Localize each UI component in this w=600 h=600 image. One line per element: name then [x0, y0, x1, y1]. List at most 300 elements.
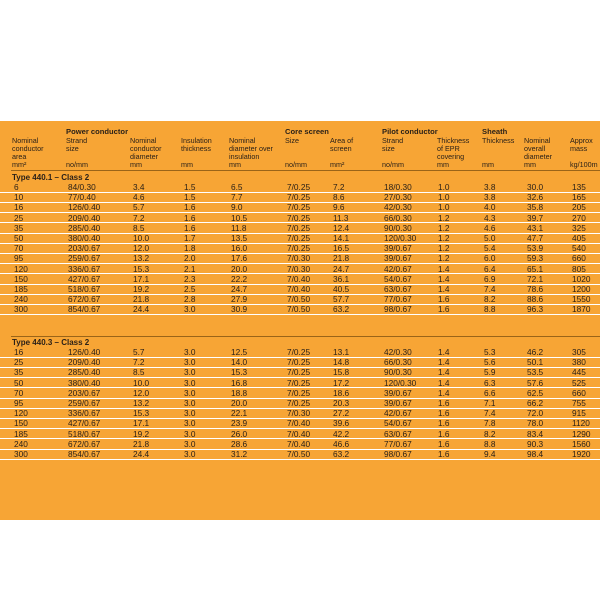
cell-area: 70 [14, 387, 24, 398]
table-row [0, 254, 600, 264]
cell-strand-size: 427/0.67 [68, 418, 101, 429]
cell-strand-size: 209/0.40 [68, 212, 101, 223]
cell-pilot-strand: 63/0.67 [384, 284, 412, 294]
cell-insulation: 3.0 [184, 367, 196, 378]
header-nominal-diameter: Nominal conductor diameter [130, 136, 162, 161]
cell-overall-diameter: 35.8 [527, 202, 544, 213]
cell-screen-size: 7/0.25 [287, 347, 311, 357]
header-strand-size: Strand size [66, 136, 88, 153]
cell-mass: 1290 [572, 428, 591, 439]
cell-area: 35 [14, 222, 24, 233]
cell-pilot-strand: 54/0.67 [384, 273, 412, 284]
cell-epr-thickness: 1.6 [438, 408, 450, 419]
cell-epr-thickness: 1.0 [438, 182, 450, 192]
cell-insulation: 3.0 [184, 438, 196, 449]
cell-epr-thickness: 1.6 [438, 428, 450, 439]
cell-mass: 660 [572, 253, 586, 264]
cell-diameter-over-insulation: 6.5 [231, 182, 243, 192]
cell-pilot-strand: 42/0.67 [384, 263, 412, 274]
cell-pilot-strand: 77/0.67 [384, 438, 412, 449]
cell-nominal-diameter: 8.5 [133, 222, 145, 233]
cell-nominal-diameter: 15.3 [133, 408, 150, 419]
cell-strand-size: 84/0.30 [68, 182, 96, 192]
cell-diameter-over-insulation: 7.7 [231, 192, 243, 203]
cell-area: 240 [14, 294, 28, 305]
cell-area: 240 [14, 438, 28, 449]
cell-sheath-thickness: 8.8 [484, 304, 496, 315]
cell-overall-diameter: 90.3 [527, 438, 544, 449]
cell-epr-thickness: 1.4 [438, 263, 450, 274]
cell-insulation: 3.0 [184, 377, 196, 388]
cell-epr-thickness: 1.6 [438, 294, 450, 305]
cell-nominal-diameter: 4.6 [133, 192, 145, 203]
cell-screen-area: 40.5 [333, 284, 350, 294]
cell-screen-area: 14.8 [333, 357, 350, 368]
cell-sheath-thickness: 8.2 [484, 428, 496, 439]
header-overall-diameter: Nominal overall diameter [524, 136, 552, 161]
cell-epr-thickness: 1.6 [438, 418, 450, 429]
cell-screen-size: 7/0.25 [287, 398, 311, 408]
cell-screen-size: 7/0.25 [287, 182, 311, 192]
cell-sheath-thickness: 3.8 [484, 192, 496, 203]
cell-insulation: 3.0 [184, 428, 196, 439]
cell-nominal-diameter: 3.4 [133, 182, 145, 192]
header-approx-mass: Approx mass [570, 136, 593, 153]
cell-diameter-over-insulation: 22.2 [231, 273, 248, 284]
cell-strand-size: 285/0.40 [68, 367, 101, 378]
table-row [0, 305, 600, 315]
cell-sheath-thickness: 5.4 [484, 243, 496, 254]
cell-epr-thickness: 1.4 [438, 284, 450, 294]
cell-epr-thickness: 1.2 [438, 233, 450, 243]
header-epr-thickness: Thickness of EPR covering [437, 136, 470, 161]
cell-nominal-diameter: 24.4 [133, 449, 150, 459]
cell-screen-area: 17.2 [333, 377, 350, 388]
cell-screen-size: 7/0.25 [287, 192, 311, 203]
cell-pilot-strand: 39/0.67 [384, 398, 412, 408]
cell-area: 16 [14, 202, 24, 213]
cell-insulation: 2.8 [184, 294, 196, 305]
cell-overall-diameter: 96.3 [527, 304, 544, 315]
cell-nominal-diameter: 21.8 [133, 294, 150, 305]
cell-screen-area: 11.3 [333, 212, 349, 223]
cell-screen-area: 42.2 [333, 428, 350, 439]
cell-screen-area: 21.8 [333, 253, 350, 264]
cell-screen-size: 7/0.25 [287, 357, 311, 368]
cell-epr-thickness: 1.0 [438, 202, 450, 213]
cell-strand-size: 126/0.40 [68, 202, 101, 213]
cell-overall-diameter: 47.7 [527, 233, 544, 243]
cell-screen-size: 7/0.30 [287, 263, 311, 274]
group-pilot-conductor: Pilot conductor [382, 127, 438, 136]
cell-overall-diameter: 88.6 [527, 294, 544, 305]
cell-sheath-thickness: 4.6 [484, 222, 496, 233]
cell-strand-size: 854/0.67 [68, 449, 101, 459]
cell-area: 16 [14, 347, 24, 357]
cell-sheath-thickness: 5.9 [484, 367, 496, 378]
cell-sheath-thickness: 5.6 [484, 357, 496, 368]
cell-overall-diameter: 65.1 [527, 263, 544, 274]
cell-pilot-strand: 63/0.67 [384, 428, 412, 439]
cell-sheath-thickness: 6.4 [484, 263, 496, 274]
cell-screen-area: 39.6 [333, 418, 350, 429]
cell-mass: 305 [572, 347, 586, 357]
cell-insulation: 1.5 [184, 192, 196, 203]
cell-area: 150 [14, 418, 28, 429]
cell-insulation: 2.0 [184, 253, 196, 264]
cell-pilot-strand: 27/0.30 [384, 192, 412, 203]
cell-area: 95 [14, 398, 24, 408]
cell-nominal-diameter: 21.8 [133, 438, 150, 449]
cell-overall-diameter: 30.0 [527, 182, 544, 192]
cell-mass: 165 [572, 192, 586, 203]
unit-overall: mm [524, 160, 536, 169]
cell-strand-size: 672/0.67 [68, 294, 101, 305]
cell-screen-area: 9.6 [333, 202, 345, 213]
cell-insulation: 2.3 [184, 273, 196, 284]
cell-epr-thickness: 1.0 [438, 192, 450, 203]
cell-pilot-strand: 120/0.30 [384, 377, 417, 388]
cell-nominal-diameter: 13.2 [133, 253, 150, 264]
cell-strand-size: 854/0.67 [68, 304, 101, 315]
cell-insulation: 1.8 [184, 243, 196, 254]
cell-overall-diameter: 72.0 [527, 408, 544, 419]
cell-sheath-thickness: 6.0 [484, 253, 496, 264]
cell-nominal-diameter: 12.0 [133, 387, 150, 398]
cell-strand-size: 126/0.40 [68, 347, 101, 357]
cell-screen-size: 7/0.25 [287, 387, 311, 398]
cell-sheath-thickness: 6.9 [484, 273, 496, 284]
table-row [0, 203, 600, 213]
cell-screen-size: 7/0.50 [287, 294, 311, 305]
cell-mass: 1560 [572, 438, 591, 449]
cell-epr-thickness: 1.2 [438, 222, 450, 233]
cell-sheath-thickness: 7.4 [484, 284, 496, 294]
cell-overall-diameter: 50.1 [527, 357, 544, 368]
cell-screen-area: 46.6 [333, 438, 350, 449]
cell-area: 185 [14, 284, 28, 294]
cell-overall-diameter: 66.2 [527, 398, 544, 408]
cell-nominal-diameter: 7.2 [133, 212, 145, 223]
cell-pilot-strand: 98/0.67 [384, 449, 412, 459]
cell-nominal-diameter: 19.2 [133, 428, 150, 439]
cell-screen-size: 7/0.25 [287, 367, 311, 378]
cell-overall-diameter: 32.6 [527, 192, 544, 203]
cell-diameter-over-insulation: 11.8 [231, 222, 247, 233]
cell-strand-size: 285/0.40 [68, 222, 101, 233]
cell-epr-thickness: 1.6 [438, 304, 450, 315]
cell-overall-diameter: 72.1 [527, 273, 544, 284]
header-diameter-over-insulation: Nominal diameter over insulation [229, 136, 273, 161]
cell-area: 120 [14, 263, 28, 274]
cable-spec-table [0, 121, 600, 520]
cell-diameter-over-insulation: 14.0 [231, 357, 248, 368]
cell-nominal-diameter: 5.7 [133, 202, 145, 213]
cell-pilot-strand: 98/0.67 [384, 304, 412, 315]
table-row [0, 430, 600, 440]
cell-epr-thickness: 1.6 [438, 449, 450, 459]
cell-diameter-over-insulation: 15.3 [231, 367, 248, 378]
unit-core-screen-size: no/mm [285, 160, 307, 169]
unit-pilot: no/mm [382, 160, 404, 169]
table-row [0, 214, 600, 224]
cell-nominal-diameter: 13.2 [133, 398, 150, 408]
cell-mass: 325 [572, 222, 586, 233]
cell-nominal-diameter: 24.4 [133, 304, 150, 315]
cell-strand-size: 518/0.67 [68, 428, 101, 439]
cell-nominal-diameter: 12.0 [133, 243, 150, 254]
cell-overall-diameter: 62.5 [527, 387, 544, 398]
cell-pilot-strand: 90/0.30 [384, 222, 412, 233]
cell-sheath-thickness: 3.8 [484, 182, 496, 192]
cell-pilot-strand: 39/0.67 [384, 253, 412, 264]
cell-screen-size: 7/0.25 [287, 222, 311, 233]
cell-strand-size: 672/0.67 [68, 438, 101, 449]
cell-diameter-over-insulation: 24.7 [231, 284, 248, 294]
cell-overall-diameter: 43.1 [527, 222, 544, 233]
cell-nominal-diameter: 10.0 [133, 233, 150, 243]
cell-screen-area: 12.4 [333, 222, 350, 233]
cell-mass: 445 [572, 367, 586, 378]
cell-epr-thickness: 1.6 [438, 398, 450, 408]
cell-screen-size: 7/0.25 [287, 202, 311, 213]
cell-screen-size: 7/0.30 [287, 253, 311, 264]
cell-pilot-strand: 39/0.67 [384, 243, 412, 254]
cell-screen-area: 57.7 [333, 294, 350, 305]
cell-overall-diameter: 53.9 [527, 243, 544, 254]
cell-screen-area: 13.1 [333, 347, 350, 357]
unit-diameter-over: mm [229, 160, 241, 169]
cell-screen-area: 7.2 [333, 182, 345, 192]
cell-sheath-thickness: 7.1 [484, 398, 496, 408]
cell-screen-area: 20.3 [333, 398, 350, 408]
unit-diameter: mm [130, 160, 142, 169]
cell-area: 35 [14, 367, 24, 378]
cell-mass: 405 [572, 233, 586, 243]
cell-screen-area: 8.6 [333, 192, 345, 203]
cell-screen-size: 7/0.25 [287, 212, 311, 223]
cell-insulation: 3.0 [184, 347, 196, 357]
cell-strand-size: 203/0.67 [68, 387, 101, 398]
cell-sheath-thickness: 5.3 [484, 347, 496, 357]
cell-mass: 1120 [572, 418, 590, 429]
cell-epr-thickness: 1.6 [438, 438, 450, 449]
cell-diameter-over-insulation: 16.0 [231, 243, 248, 254]
cell-mass: 755 [572, 398, 586, 408]
cell-epr-thickness: 1.4 [438, 347, 450, 357]
cell-overall-diameter: 78.0 [527, 418, 544, 429]
cell-diameter-over-insulation: 30.9 [231, 304, 248, 315]
cell-strand-size: 259/0.67 [68, 398, 101, 408]
cell-area: 120 [14, 408, 28, 419]
cell-screen-size: 7/0.40 [287, 418, 311, 429]
group-sheath: Sheath [482, 127, 508, 136]
cell-epr-thickness: 1.4 [438, 367, 450, 378]
cell-epr-thickness: 1.4 [438, 273, 450, 284]
cell-insulation: 3.0 [184, 357, 196, 368]
cell-nominal-diameter: 8.5 [133, 367, 145, 378]
table-row [0, 368, 600, 378]
cell-insulation: 1.7 [184, 233, 196, 243]
cell-area: 300 [14, 304, 28, 315]
group-power-conductor: Power conductor [66, 127, 129, 136]
header-sheath-thickness: Thickness [482, 136, 515, 145]
cell-mass: 915 [572, 408, 586, 419]
cell-strand-size: 77/0.40 [68, 192, 96, 203]
cell-screen-area: 27.2 [333, 408, 350, 419]
cell-insulation: 1.6 [184, 222, 196, 233]
cell-insulation: 2.5 [184, 284, 196, 294]
section-rule [11, 336, 600, 337]
section-title-440-3: Type 440.3 – Class 2 [12, 338, 90, 347]
cell-area: 150 [14, 273, 28, 284]
cell-nominal-diameter: 10.0 [133, 377, 150, 388]
unit-strand: no/mm [66, 160, 88, 169]
unit-insulation: mm [181, 160, 193, 169]
cell-strand-size: 336/0.67 [68, 263, 101, 274]
cell-insulation: 3.0 [184, 398, 196, 408]
cell-area: 25 [14, 212, 24, 223]
header-pilot-strand-size: Strand size [382, 136, 404, 153]
cell-screen-area: 63.2 [333, 449, 350, 459]
cell-nominal-diameter: 5.7 [133, 347, 145, 357]
cell-mass: 1200 [572, 284, 591, 294]
cell-strand-size: 518/0.67 [68, 284, 101, 294]
cell-insulation: 3.0 [184, 408, 196, 419]
table-row [0, 419, 600, 429]
cell-screen-area: 16.5 [333, 243, 350, 254]
cell-diameter-over-insulation: 18.8 [231, 387, 248, 398]
cell-overall-diameter: 39.7 [527, 212, 544, 223]
table-row [0, 450, 600, 460]
cell-pilot-strand: 120/0.30 [384, 233, 417, 243]
cell-screen-area: 63.2 [333, 304, 350, 315]
table-row [0, 379, 600, 389]
cell-insulation: 1.6 [184, 202, 196, 213]
header-area-of-screen: Area of screen [330, 136, 354, 153]
cell-sheath-thickness: 8.8 [484, 438, 496, 449]
cell-sheath-thickness: 4.3 [484, 212, 496, 223]
cell-mass: 1020 [572, 273, 591, 284]
cell-nominal-diameter: 7.2 [133, 357, 145, 368]
cell-strand-size: 209/0.40 [68, 357, 101, 368]
cell-pilot-strand: 90/0.30 [384, 367, 412, 378]
cell-screen-size: 7/0.25 [287, 243, 311, 254]
cell-diameter-over-insulation: 26.0 [231, 428, 248, 439]
cell-diameter-over-insulation: 17.6 [231, 253, 248, 264]
cell-overall-diameter: 46.2 [527, 347, 544, 357]
cell-strand-size: 380/0.40 [68, 233, 101, 243]
cell-pilot-strand: 42/0.30 [384, 347, 412, 357]
header-core-screen-size: Size [285, 136, 299, 145]
cell-screen-area: 15.8 [333, 367, 350, 378]
cell-diameter-over-insulation: 20.0 [231, 398, 248, 408]
cell-mass: 1920 [572, 449, 591, 459]
cell-screen-area: 18.6 [333, 387, 350, 398]
cell-area: 185 [14, 428, 28, 439]
cell-insulation: 1.6 [184, 212, 196, 223]
cell-screen-size: 7/0.40 [287, 284, 311, 294]
cell-mass: 525 [572, 377, 586, 388]
cell-insulation: 3.0 [184, 418, 196, 429]
cell-area: 50 [14, 377, 24, 388]
cell-sheath-thickness: 5.0 [484, 233, 496, 243]
cell-diameter-over-insulation: 28.6 [231, 438, 248, 449]
cell-diameter-over-insulation: 12.5 [231, 347, 248, 357]
cell-mass: 270 [572, 212, 586, 223]
cell-nominal-diameter: 17.1 [133, 273, 150, 284]
cell-strand-size: 380/0.40 [68, 377, 101, 388]
cell-mass: 805 [572, 263, 586, 274]
header-insulation: Insulation thickness [181, 136, 212, 153]
cell-screen-size: 7/0.30 [287, 408, 311, 419]
cell-screen-area: 36.1 [333, 273, 350, 284]
cell-area: 70 [14, 243, 24, 254]
cell-overall-diameter: 57.6 [527, 377, 544, 388]
header-nominal-area: Nominal conductor area mm² [12, 136, 44, 169]
cell-insulation: 3.0 [184, 304, 196, 315]
cell-screen-area: 14.1 [333, 233, 350, 243]
cell-epr-thickness: 1.2 [438, 253, 450, 264]
cell-strand-size: 259/0.67 [68, 253, 101, 264]
cell-strand-size: 427/0.67 [68, 273, 101, 284]
unit-screen-area: mm² [330, 160, 345, 169]
cell-mass: 135 [572, 182, 586, 192]
cell-pilot-strand: 54/0.67 [384, 418, 412, 429]
cell-epr-thickness: 1.4 [438, 387, 450, 398]
cell-overall-diameter: 83.4 [527, 428, 544, 439]
cell-screen-size: 7/0.25 [287, 233, 311, 243]
cell-area: 50 [14, 233, 24, 243]
cell-strand-size: 336/0.67 [68, 408, 101, 419]
cell-diameter-over-insulation: 9.0 [231, 202, 243, 213]
cell-screen-size: 7/0.50 [287, 304, 311, 315]
cell-overall-diameter: 59.3 [527, 253, 544, 264]
cell-mass: 380 [572, 357, 586, 368]
cell-mass: 1870 [572, 304, 591, 315]
cell-sheath-thickness: 6.6 [484, 387, 496, 398]
cell-screen-size: 7/0.40 [287, 273, 311, 284]
cell-epr-thickness: 1.2 [438, 243, 450, 254]
cell-overall-diameter: 53.5 [527, 367, 544, 378]
section-title-440-1: Type 440.1 – Class 2 [12, 173, 90, 182]
cell-diameter-over-insulation: 10.5 [231, 212, 248, 223]
cell-insulation: 3.0 [184, 449, 196, 459]
cell-diameter-over-insulation: 13.5 [231, 233, 248, 243]
cell-area: 6 [14, 182, 19, 192]
cell-mass: 1550 [572, 294, 591, 305]
cell-sheath-thickness: 7.4 [484, 408, 496, 419]
cell-pilot-strand: 39/0.67 [384, 387, 412, 398]
cell-screen-size: 7/0.40 [287, 438, 311, 449]
cell-area: 10 [14, 192, 24, 203]
cell-sheath-thickness: 9.4 [484, 449, 496, 459]
cell-epr-thickness: 1.2 [438, 212, 450, 223]
cell-screen-size: 7/0.40 [287, 428, 311, 439]
cell-epr-thickness: 1.4 [438, 377, 450, 388]
cell-nominal-diameter: 17.1 [133, 418, 150, 429]
cell-pilot-strand: 42/0.30 [384, 202, 412, 213]
cell-area: 25 [14, 357, 24, 368]
cell-diameter-over-insulation: 23.9 [231, 418, 248, 429]
group-core-screen: Core screen [285, 127, 329, 136]
cell-diameter-over-insulation: 20.0 [231, 263, 248, 274]
cell-nominal-diameter: 19.2 [133, 284, 150, 294]
cell-sheath-thickness: 6.3 [484, 377, 496, 388]
cell-pilot-strand: 66/0.30 [384, 212, 412, 223]
cell-mass: 660 [572, 387, 586, 398]
cell-insulation: 1.5 [184, 182, 196, 192]
